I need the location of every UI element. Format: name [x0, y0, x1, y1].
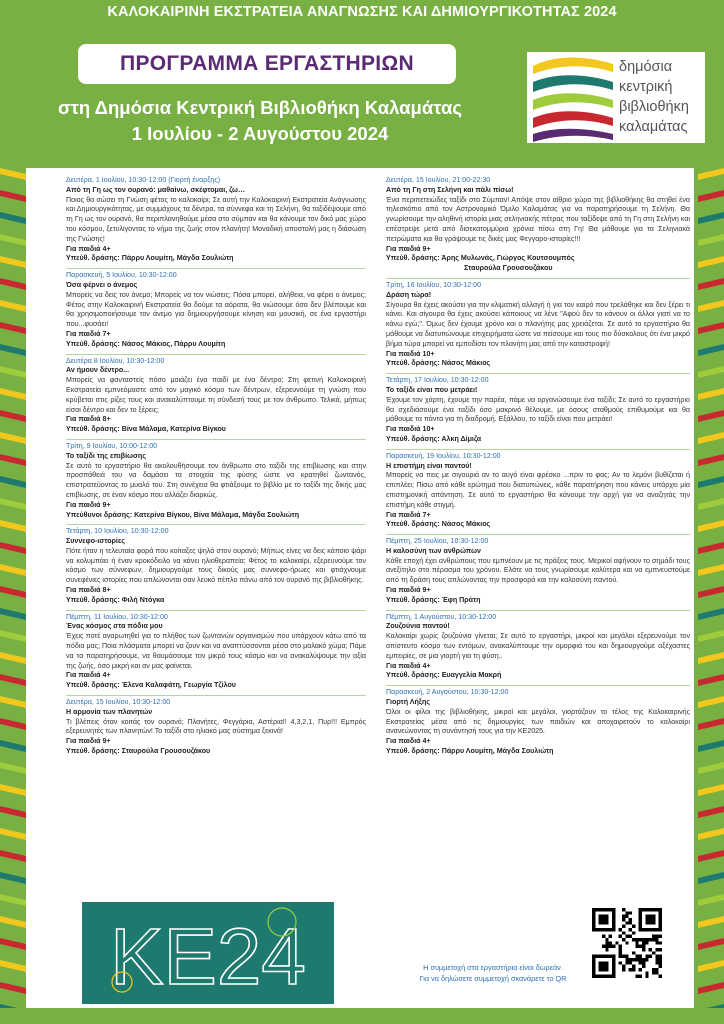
- workshop-date: Δευτέρα, 15 Ιουλίου, 21:00-22:30: [386, 176, 491, 184]
- decorative-stripe: [0, 212, 26, 224]
- workshop-title: Συννεφο-ιστορίες: [66, 537, 125, 546]
- decorative-stripe: [698, 366, 724, 378]
- workshop-age: Για παιδιά 10+: [386, 349, 435, 358]
- decorative-stripe: [698, 674, 724, 686]
- decorative-stripe: [0, 366, 26, 378]
- decorative-stripe: [698, 938, 724, 950]
- workshop-description: Μπορείς να πεις με σιγουριά αν το αυγό είναι φρέσκο ...πριν το φας; Αν το λεμόνι βυθίζεται ή επιπλέει; Πίσω από κάθε ερώτημα που διατυπώνεις, κάθε παρατήρηση που κάνεις υπάρχει μία επιστημονική απάντηση. Σε αυτό το εργαστήριο θα κάνουμε την αρχή για να αναζητάς την επιστήμη κάθε στιγμή.: [386, 471, 690, 509]
- workshop-date: Τετάρτη, 17 Ιουλίου, 10:30-12:00: [386, 376, 489, 385]
- right-column: [386, 176, 690, 761]
- workshop-entry: [386, 688, 690, 757]
- workshop-title: Από τη Γη ως τον ουρανό: μαθαίνω, σκέφτομαι, ζω…: [66, 185, 246, 194]
- decorative-stripe: [698, 410, 724, 422]
- workshop-date: Πέμπτη, 1 Αυγούστου, 10:30-12:00: [386, 612, 497, 621]
- decorative-stripe: [0, 256, 26, 268]
- decorative-stripe: [698, 498, 724, 510]
- section-divider: [66, 354, 366, 355]
- logo-line-4: καλαμάτας: [619, 119, 688, 135]
- decorative-stripe: [0, 410, 26, 422]
- workshop-age: Για παιδιά 8+: [66, 586, 111, 595]
- decorative-stripe: [0, 432, 26, 444]
- decorative-stripe: [0, 740, 26, 752]
- workshop-entry: [386, 452, 690, 530]
- workshop-title: Το ταξίδι είναι που μετράει!: [386, 385, 478, 394]
- decorative-stripe: [698, 520, 724, 532]
- program-sheet: [26, 168, 694, 1008]
- workshop-entry: [386, 176, 690, 274]
- section-divider: [66, 439, 366, 440]
- decorative-stripe: [0, 476, 26, 488]
- decorative-stripe: [698, 476, 724, 488]
- decorative-stripe: [0, 806, 26, 818]
- decorative-stripe: [0, 938, 26, 950]
- workshop-title: Η καλοσύνη των ανθρώπων: [386, 546, 481, 555]
- workshop-title: Δράση τώρα!: [386, 290, 432, 299]
- workshop-description: Μπορείς να φανταστείς πόσο μοιάζει ένα παιδί με ένα δέντρο; Στη φετινή Καλοκαιρινή Εκστρατεία εμπνεόμαστε από τον μαγικό κόσμο των δέντρων, εξερευνούμε τη γνώση που κρύβεται στις ρίζες τους και ανακαλύπτουμε τη σύνδεσή τους με τον άνθρωπο. Τελικά, μήπως είσαι δέντρο και δεν το ξέρεις;: [66, 376, 366, 414]
- workshop-description: Μπορείς να δεις τον άνεμο; Μπορείς να τον νιώσεις; Πόσα μπορεί, αλήθεια, να φέρει ο άνεμος; Φέτος στην Καλοκαιρινή Εκστρατεία θα δούμε τα αόρατα, θα νιώσουμε όσα δεν βλέπουμε και θα χρησιμοποιήσουμε τον άνεμο για δημιουργήσουμε κίνηση και μουσική, σε ένα εργαστήρι που...φυσάει!: [66, 290, 366, 329]
- bottom-bar: [0, 1012, 724, 1024]
- workshop-entry: [66, 527, 366, 605]
- workshop-date: Πέμπτη, 11 Ιουλίου, 10:30-12:00: [66, 612, 168, 621]
- workshop-date: Τετάρτη, 10 Ιουλίου, 10:30-12:00: [66, 527, 169, 536]
- workshop-title: Όσα φέρνει ο άνεμος: [66, 280, 138, 289]
- banner-text: KE24: [110, 912, 306, 1001]
- decorative-stripe: [698, 982, 724, 994]
- library-logo: [527, 52, 705, 143]
- workshop-description: Έχεις ποτέ αναρωτηθεί για το πλήθος των ζωντανών οργανισμών που υπάρχουν κάτω από τα πόδια μας; Ποια πλάσματα μπορεί να ζουν και να αναπτύσσονται μέσα στο μαλακό χώμα; Πάμε να τα παρατηρήσουμε, να θαυμάσουμε τον μικρό τους κόσμο και να ανακαλύψουμε την αξία της ζωής, όσο μικρή και αν μας φαίνεται.: [66, 632, 366, 670]
- decorative-stripe: [0, 828, 26, 840]
- decorative-stripe: [698, 234, 724, 246]
- section-divider: [386, 610, 690, 611]
- workshop-date: Τρίτη, 9 Ιουλίου, 10:00-12:00: [66, 441, 158, 450]
- workshop-description: Πότε ήταν η τελευταία φορά που κοίταξες ψηλά στον ουρανό; Μήπως είνες να δεις κάποιο ψάρι να κολυμπάει ή έναν κροκόδειλο να κάνει ηλιοθεραπεία; Φέτος το καλοκαίρι, εξερευνούμε τον κόσμο των σύννεφων, δημιουργούμε τους δικούς μας συννεφο-ήρωες και φτιάχνουμε συνεφένιες ιστορίες που απλώνονται σαν λευκό πέπλο πάνω από τον ουρανό της βιβλιοθήκης.: [66, 546, 366, 585]
- section-divider: [66, 524, 366, 525]
- workshop-age: Για παιδιά 7+: [386, 510, 431, 519]
- decorative-stripe: [698, 322, 724, 334]
- footer-note: [398, 962, 588, 984]
- section-divider: [386, 534, 690, 535]
- section-divider: [66, 695, 366, 696]
- workshop-date: Δευτέρα, 15 Ιουλίου, 10:30-12:00: [66, 698, 171, 707]
- workshop-title: Από τη Γη στη Σελήνη και πάλι πίσω!: [386, 185, 514, 194]
- decorative-stripe: [698, 542, 724, 554]
- section-divider: [386, 278, 690, 279]
- workshop-description: Σίγουρα θα έχεις ακούσει για την κλιματική αλλαγή ή για τον καιρό που τρελάθηκε και δεν ξέρει τι κάνει. Και σίγουρα θα έχεις ακούσει κάποιους να λένε "Αφού δεν το κάνουν οι άλλοι γιατί να το κάνω εγώ;". Όμως δεν έχουμε χρόνο και ο πλανήτης μας χρειάζεται. Σε αυτό το εργαστήριο θα μάθουμε να διατυπώνουμε επιχειρήματα ώστε να πείσουμε και τους πιο δύσκολους ότι ένα μικρό βήμα τώρα μπορεί να εμποδίσει τον πλανήτη μας από την καταστροφή!: [386, 300, 690, 348]
- workshop-leaders: Υπεύθ. δράσης: Νάσος Μάκιος, Πάρρυ Λουμίτη: [66, 339, 226, 348]
- decorative-stripe: [698, 454, 724, 466]
- workshop-leaders: Υπεύθ. δράσης: Έλενα Καλαφάτη, Γεωργία Τζίλου: [66, 681, 236, 690]
- workshop-entry: [66, 271, 366, 349]
- campaign-heading: ΚΑΛΟΚΑΙΡΙΝΗ ΕΚΣΤΡΑΤΕΙΑ ΑΝΑΓΝΩΣΗΣ ΚΑΙ ΔΗΜΙΟΥΡΓΙΚΟΤΗΤΑΣ 2024: [107, 4, 617, 20]
- section-divider: [386, 373, 690, 374]
- decorative-stripe: [698, 190, 724, 202]
- workshop-title: Αν ήμουν δέντρο...: [66, 366, 130, 375]
- decorative-stripe: [698, 784, 724, 796]
- decorative-stripe: [0, 762, 26, 774]
- workshop-leaders: Υπεύθ. δράσης: Βίνα Μάλαμα, Κατερίνα Βίγκου: [66, 425, 226, 434]
- workshop-title: Ζουζούνια παντού!: [386, 622, 450, 631]
- subtitle-venue: στη Δημόσια Κεντρική Βιβλιοθήκη Καλαμάτας: [58, 97, 462, 118]
- decorative-stripe: [0, 168, 26, 180]
- workshop-date: Δευτέρα, 1 Ιουλίου, 10:30-12:00 (Γιορτή έναρξης): [66, 176, 221, 184]
- workshop-leaders: Υπεύθ. δράσης: Άρης Μυλωνάς, Γιώργος Κουτσουμπός: [386, 254, 575, 263]
- logo-line-2: κεντρική: [619, 79, 673, 95]
- logo-text: [619, 57, 689, 137]
- workshop-age: Για παιδιά 4+: [386, 661, 431, 670]
- decorative-stripe: [698, 344, 724, 356]
- decorative-stripe: [698, 212, 724, 224]
- decorative-stripe: [698, 564, 724, 576]
- workshop-entry: [386, 613, 690, 682]
- workshop-title: Η αρμονία των πλανητών: [66, 707, 153, 716]
- decorative-stripe: [0, 894, 26, 906]
- workshop-leaders: Υπεύθ. δράσης: Πάρρυ Λουμίτη, Μάγδα Σουλιώτη: [66, 254, 234, 263]
- decorative-stripe: [698, 278, 724, 290]
- workshop-description: Όλοι οι φίλοι της βιβλιοθήκης, μικροί και μεγάλοι, γιορτάζουν το τέλος της Καλοκαιρινής Εκστρατείας μέσα από τις δημιουργίες των παιδιών και αποχαιρετούν το καλοκαίρι ανανεώνοντας τη συνάντησή τους για την ΚΕ2025.: [386, 707, 690, 736]
- decorative-stripe: [0, 454, 26, 466]
- decorative-stripe: [0, 278, 26, 290]
- workshop-leaders: Υπεύθ. δράσης: Σταυρούλα Γρουσουζάκου: [66, 747, 211, 756]
- workshop-description: Σε αυτό το εργαστήριο θα ακολουθήσουμε τον άνθρωπο στο ταξίδι της επιβίωσης και στην προσπάθειά του να δαμάσει τα στοιχεία της φύσης ώστε να κρατηθεί ζωντανός, επιστρατεύοντας το μυαλό του. Στη συνέχεια θα φτιάξουμε το βιβλίο με το ταξίδι της δικής μας επιβίωσης, σε έναν κόσμο που αλλάζει διαρκώς.: [66, 461, 366, 499]
- workshop-age: Για παιδιά 4+: [66, 244, 111, 253]
- decorative-stripe: [0, 982, 26, 994]
- workshop-date: Τρίτη, 16 Ιουλίου, 10:30-12:00: [386, 280, 482, 289]
- decorative-stripe: [0, 960, 26, 972]
- workshop-description: Έχουμε τον χάρτη, έχουμε την παρέα, πάμε να οργανώσουμε ένα ταξίδι; Σε αυτό το εργαστήριο θα σχεδιάσουμε ένα ταξίδι όσο μακρινό θέλουμε, με όσους σταθμούς επιθυμούμε και θα μάθουμε τα πάντα για τη διαδρομή. Εξάλλου, το ταξίδι είναι που μετράει!: [386, 395, 690, 424]
- decorative-stripe: [698, 872, 724, 884]
- decorative-stripe: [0, 1004, 26, 1008]
- workshop-age: Για παιδιά 9+: [66, 737, 111, 746]
- section-divider: [386, 449, 690, 450]
- decorative-stripe: [698, 652, 724, 664]
- decorative-stripe: [698, 256, 724, 268]
- decorative-stripe: [698, 960, 724, 972]
- workshop-leaders: Υπεύθ. δράσης: Νάσος Μάκιος: [386, 520, 491, 529]
- workshop-age: Για παιδιά 9+: [66, 500, 111, 509]
- section-divider: [386, 685, 690, 686]
- workshop-description: Καλοκαίρι χωρίς ζουζούνια γίνεται; Σε αυτό το εργαστήρι, μικροί και μεγάλοι εξερευνούμε τον απίστευτο κόσμο των εντόμων, ανακαλύπτουμε την ομορφιά του και δημιουργούμε αξέχαστες εμπειρίες, σε μια γιορτή για τη φύση..: [386, 632, 690, 660]
- decorative-stripe: [0, 542, 26, 554]
- decorative-stripe: [698, 586, 724, 598]
- decorative-stripe: [698, 432, 724, 444]
- workshop-description: Τι βλέπεις όταν κοιτάς τον ουρανό; Πλανήτες, Φεγγάρια, Αστέρια!! 4,3,2,1, Πυρ!!! Εμπρός εξερευνητές των πλανητών! Το ταξίδι στο ηλιακό μας σύστημα ξεκινά!: [66, 717, 366, 736]
- workshop-age: Για παιδιά 9+: [386, 586, 431, 595]
- workshop-entry: [66, 613, 366, 691]
- workshop-leaders: Υπεύθ. δράσης: Φιλή Ντόγκα: [66, 595, 165, 604]
- decorative-stripe: [0, 916, 26, 928]
- decorative-stripe: [0, 190, 26, 202]
- decorative-stripe: [0, 300, 26, 312]
- workshop-entry: [386, 281, 690, 369]
- workshop-entry: [66, 176, 366, 264]
- workshop-entry: [386, 537, 690, 606]
- decorative-stripe: [698, 916, 724, 928]
- decorative-stripe: [698, 630, 724, 642]
- workshop-age: Για παιδιά 8+: [66, 415, 111, 424]
- decorative-stripe: [698, 806, 724, 818]
- decorative-stripe: [698, 894, 724, 906]
- workshop-entry: [66, 442, 366, 520]
- workshop-description: Ποιος θα σώσει τη Γνώση φέτος το καλοκαίρι; Σε αυτή την Καλοκαιρινή Εκστρατεία Ανάγνωσης και Δημιουργικότητας, με συμμάχους τα δέντρα, τα σύννεφα και τη Σελήνη, θα ταξιδέψουμε από τη Γη ως τον ουρανό, θα περιπλανηθούμε μέσα στο σύμπαν και θα κάνουμε τον δικό μας χώρο του κόσμου, ξετυλίγοντας το νήμα της ζωής στον πλανήτη! Μοναδική αποστολή μας η διάσωση της Γνώσης!: [66, 195, 366, 243]
- workshop-date: Παρασκευή, 2 Αυγούστου, 10:30-12:00: [386, 688, 509, 697]
- workshop-leaders: Υπεύθυνοι δράσης: Κατερίνα Βίγκου, Βίνα Μάλαμα, Μάγδα Σουλιώτη: [66, 510, 300, 519]
- decorative-stripe: [0, 344, 26, 356]
- decorative-stripe: [698, 300, 724, 312]
- decorative-stripe: [698, 608, 724, 620]
- decorative-stripe: [0, 564, 26, 576]
- workshop-leaders: Υπεύθ. δράσης: Νάσος Μάκιος: [386, 359, 491, 368]
- left-decorative-strips: [0, 168, 26, 1008]
- decorative-stripe: [698, 828, 724, 840]
- qr-code-icon: [592, 908, 662, 978]
- decorative-stripe: [698, 718, 724, 730]
- decorative-stripe: [0, 498, 26, 510]
- workshop-title: Η επιστήμη είναι παντού!: [386, 461, 472, 470]
- decorative-stripe: [0, 234, 26, 246]
- workshop-description: Ένα περιπετειώδες ταξίδι στο Σύμπαν! Απόψε στον αίθριο χώρο της βιβλιοθήκης θα στηθεί ένα τηλεσκόπιο από τον Αστρονομικό Όμιλο Καλαμάτας για να παρατηρήσουμε τη Σελήνη. Θα γνωρίσουμε την αληθινή ιστορία μιας σεληνιακής πέτρας που ταξίδεψε από τη Γη στη Σελήνη και επέστρεψε μετά από δισεκατομμύρια χρόνια πίσω στη Γη! Θα μάθουμε για τα Σεληνιακά πετρώματα και θα γράψουμε τις δικές μας Φεγγαρο-ιστορίες!!!: [386, 195, 690, 243]
- workshop-date: Πέμπτη, 25 Ιουλίου, 10:30-12:00: [386, 537, 489, 546]
- right-decorative-strips: [698, 168, 724, 1008]
- workshop-age: Για παιδιά 4+: [66, 671, 111, 680]
- left-column: [66, 176, 366, 761]
- logo-line-3: βιβλιοθήκη: [619, 99, 689, 115]
- workshop-title: Το ταξίδι της επιβίωσης: [66, 451, 146, 460]
- workshop-entry: [66, 357, 366, 435]
- decorative-stripe: [0, 696, 26, 708]
- decorative-stripe: [0, 674, 26, 686]
- workshop-age: Για παιδιά 4+: [386, 737, 431, 746]
- decorative-stripe: [698, 762, 724, 774]
- workshop-entry: [66, 698, 366, 757]
- decorative-stripe: [0, 784, 26, 796]
- decorative-stripe: [698, 740, 724, 752]
- workshop-title: Ένας κόσμος στα πόδια μου: [66, 622, 163, 631]
- decorative-stripe: [0, 850, 26, 862]
- program-title: [78, 44, 456, 84]
- workshop-entry: [386, 376, 690, 445]
- footer-note-line-1: Η συμμετοχή στα εργαστήρια είναι δωρεάν.: [423, 963, 563, 972]
- decorative-stripe: [0, 388, 26, 400]
- program-title-text: ΠΡΟΓΡΑΜΜΑ ΕΡΓΑΣΤΗΡΙΩΝ: [120, 52, 414, 75]
- decorative-stripe: [0, 586, 26, 598]
- workshop-age: Για παιδιά 9+: [386, 244, 431, 253]
- workshop-date: Παρασκευή, 5 Ιουλίου, 10:30-12:00: [66, 271, 177, 280]
- decorative-stripe: [698, 1004, 724, 1008]
- ke24-banner-art: [82, 902, 334, 1004]
- workshop-leaders: Υπεύθ. δράσης: Αλκη Δίμιζα: [386, 434, 482, 443]
- decorative-stripe: [0, 872, 26, 884]
- decorative-stripe: [0, 322, 26, 334]
- workshop-leaders: Υπεύθ. δράσης: Πάρρυ Λουμίτη, Μάγδα Σουλιώτη: [386, 747, 554, 756]
- decorative-stripe: [0, 652, 26, 664]
- decorative-stripe: [698, 850, 724, 862]
- subtitle-dates: 1 Ιουλίου - 2 Αυγούστου 2024: [131, 123, 389, 144]
- decorative-stripe: [698, 696, 724, 708]
- logo-line-1: δημόσια: [619, 59, 673, 75]
- workshop-title: Γιορτή Λήξης: [386, 698, 430, 707]
- workshop-description: Κάθε εποχή έχει ανθρώπους που εμπνέουν με τις πράξεις τους. Μερικοί αφήνουν το σημάδι τους ανεξίτηλο στο πέρασμα του χρόνου. Ελάτε να τους γνωρίσουμε καλύτερα και να εμπνευστούμε από τη δράση τους απλώνοντας την προσφορά και την καλοσύνη παντού.: [386, 556, 690, 585]
- decorative-stripe: [0, 520, 26, 532]
- logo-swoosh-icon: [527, 52, 617, 143]
- decorative-stripe: [0, 630, 26, 642]
- decorative-stripe: [0, 608, 26, 620]
- workshop-date: Παρασκευή, 19 Ιουλίου, 10:30-12:00: [386, 451, 501, 460]
- workshop-leaders: Υπεύθ. δράσης: Ευαγγελία Μακρή: [386, 671, 502, 680]
- workshop-age: Για παιδιά 7+: [66, 329, 111, 338]
- ke24-banner: [82, 902, 334, 1004]
- subtitle: [30, 95, 490, 147]
- decorative-stripe: [0, 718, 26, 730]
- section-divider: [66, 268, 366, 269]
- workshop-age: Για παιδιά 10+: [386, 425, 435, 434]
- workshop-date: Δευτέρα 8 Ιουλίου, 10:30-12:00: [66, 356, 165, 365]
- footer-note-line-2: Για να δηλώσετε συμμετοχή σκανάρετε το QR: [419, 974, 567, 983]
- workshop-leaders: Υπεύθ. δράσης: Έφη Πράτη: [386, 595, 481, 604]
- decorative-stripe: [698, 388, 724, 400]
- workshop-leaders-extra: Σταυρούλα Γρουσουζάκου: [464, 264, 553, 273]
- decorative-stripe: [698, 168, 724, 180]
- registration-qr-code[interactable]: [592, 908, 662, 978]
- section-divider: [66, 610, 366, 611]
